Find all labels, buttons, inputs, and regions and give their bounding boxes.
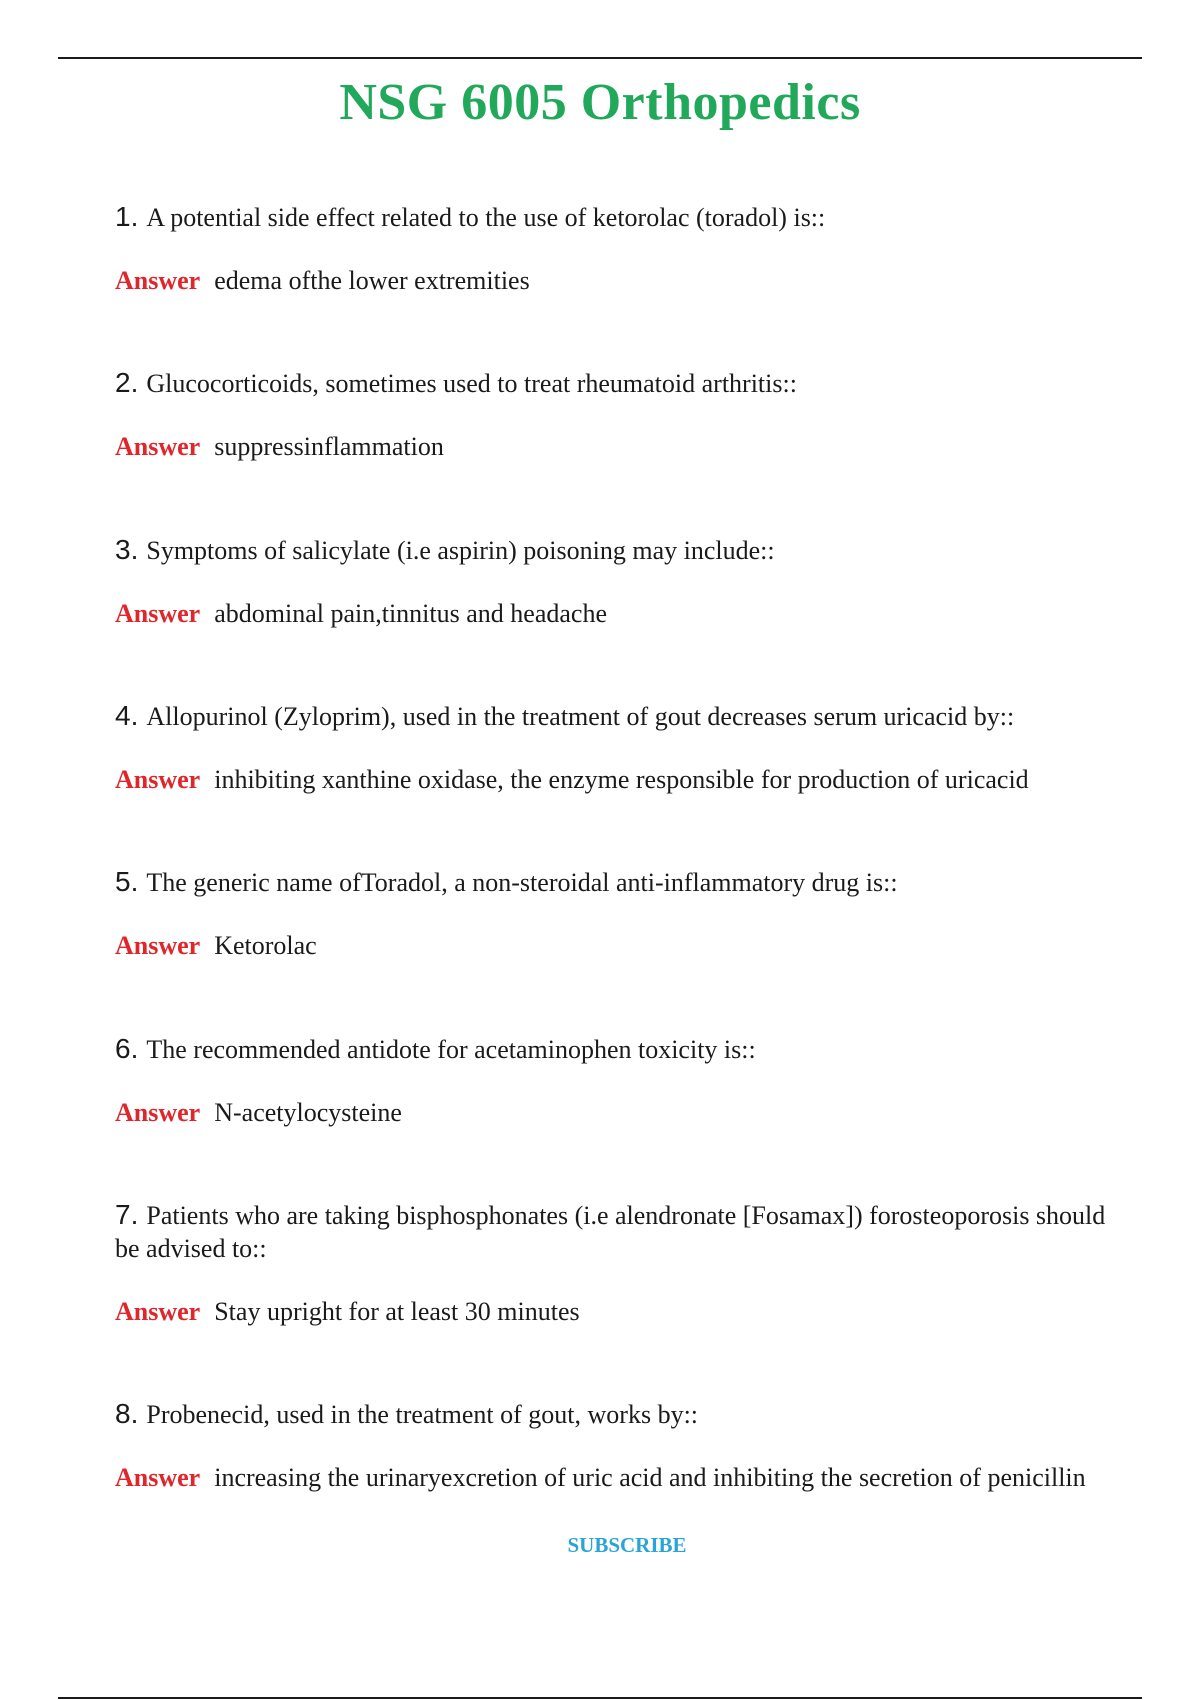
answer [115,430,1115,463]
bottom-rule [58,1697,1142,1699]
question-text: Probenecid, used in the treatment of gout, works by:: [146,1400,699,1429]
question [115,1032,1115,1066]
answer-label: Answer [115,1297,201,1326]
page-title: NSG 6005 Orthopedics [339,74,861,131]
answer-text: Stay upright for at least 30 minutes [214,1297,580,1326]
question-number: 8. [115,1398,139,1429]
answer-text: increasing the urinaryexcretion of uric acid and inhibiting the secretion of penicillin [214,1463,1086,1492]
question-number: 1. [115,201,139,232]
qa-item-4 [115,699,1115,796]
qa-item-7 [115,1198,1115,1328]
answer-text: inhibiting xanthine oxidase, the enzyme responsible for production of uricacid [214,765,1029,794]
answer-text: N-acetylocysteine [214,1098,402,1127]
answer-text: edema ofthe lower extremities [214,266,530,295]
question [115,699,1115,733]
qa-item-3 [115,533,1115,630]
answer-label: Answer [115,1463,201,1492]
question-text: Allopurinol (Zyloprim), used in the treatment of gout decreases serum uricacid by:: [146,702,1015,731]
question-number: 4. [115,700,139,731]
qa-item-6 [115,1032,1115,1129]
question-text: Symptoms of salicylate (i.e aspirin) poisoning may include:: [146,536,775,565]
question [115,1198,1115,1265]
question-number: 2. [115,367,139,398]
answer [115,264,1115,297]
question-number: 3. [115,534,139,565]
answer [115,929,1115,962]
answer-label: Answer [115,1098,201,1127]
question-text: The recommended antidote for acetaminophen toxicity is:: [146,1035,756,1064]
question-number: 5. [115,866,139,897]
question-text: A potential side effect related to the use of ketorolac (toradol) is:: [146,203,826,232]
qa-item-5 [115,865,1115,962]
answer-label: Answer [115,599,201,628]
answer-label: Answer [115,931,201,960]
answer [115,1096,1115,1129]
question-text: Patients who are taking bisphosphonates (i.e alendronate [Fosamax]) forosteoporosis should be advised to:: [115,1201,1106,1263]
question [115,533,1115,567]
question-number: 6. [115,1033,139,1064]
question-text: Glucocorticoids, sometimes used to treat rheumatoid arthritis:: [146,369,797,398]
top-rule [58,57,1142,59]
qa-item-1 [115,200,1115,297]
question-number: 7. [115,1199,139,1230]
question [115,865,1115,899]
question [115,366,1115,400]
question [115,200,1115,234]
answer-label: Answer [115,266,201,295]
answer-label: Answer [115,765,201,794]
answer-label: Answer [115,432,201,461]
answer-text: abdominal pain,tinnitus and headache [214,599,607,628]
answer [115,763,1115,796]
subscribe-link[interactable]: SUBSCRIBE [567,1533,687,1557]
answer-text: suppressinflammation [214,432,444,461]
qa-item-8 [115,1397,1115,1494]
qa-item-2 [115,366,1115,463]
question-text: The generic name ofToradol, a non-steroidal anti-inflammatory drug is:: [146,868,898,897]
answer [115,597,1115,630]
question [115,1397,1115,1431]
answer [115,1295,1115,1328]
answer [115,1461,1115,1494]
answer-text: Ketorolac [214,931,317,960]
